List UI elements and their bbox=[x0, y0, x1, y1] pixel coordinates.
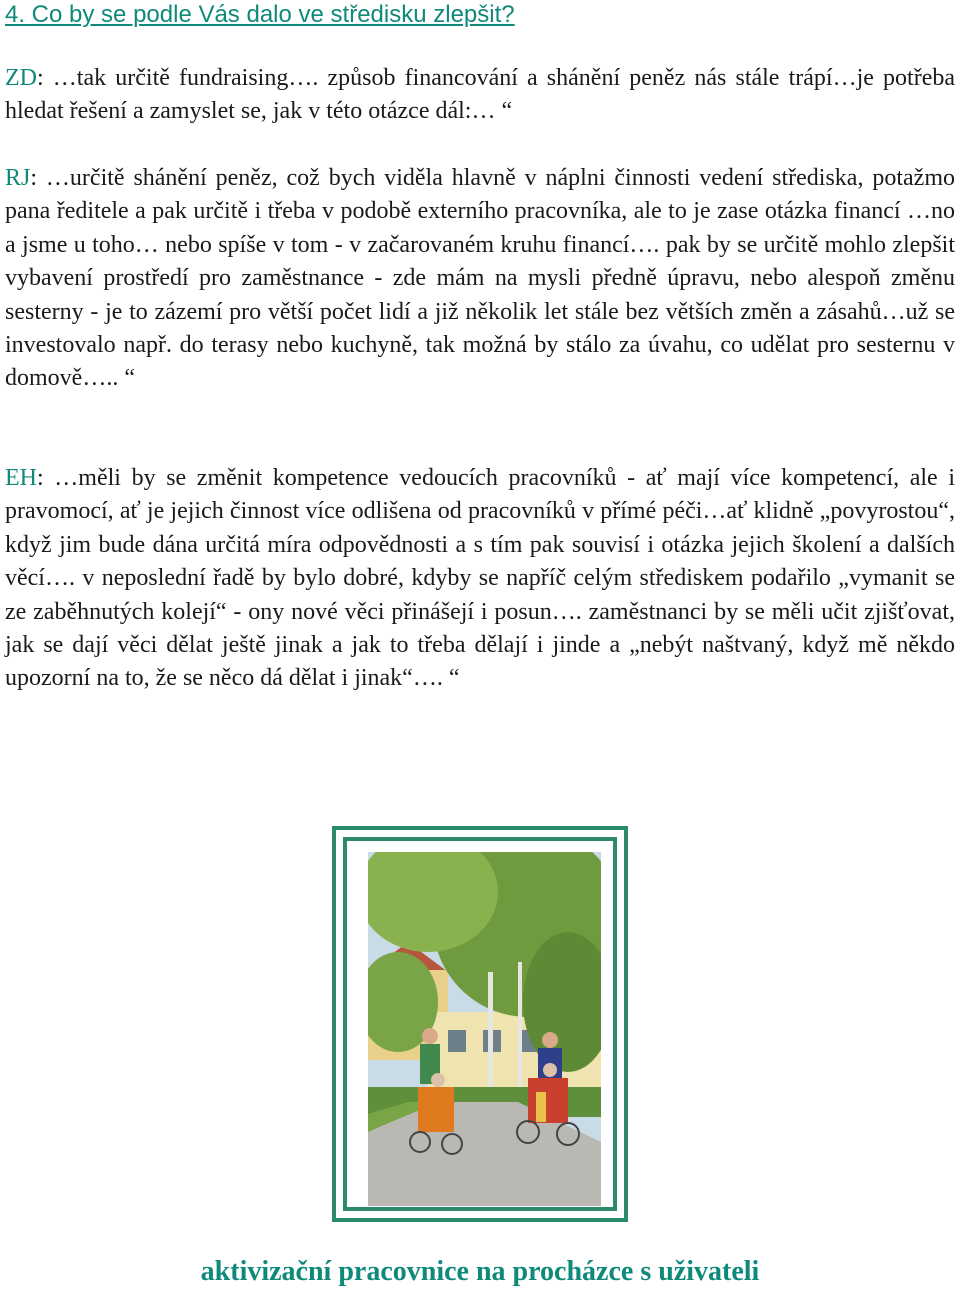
photo-illustration bbox=[368, 852, 601, 1206]
speaker-initials: RJ bbox=[5, 165, 31, 191]
paragraph-text: : …určitě shánění peněz, což bych viděla hlavně v náplni činnosti vedení střediska, potažmo pana ředitele a pak určitě i třeba v podobě externího pracovníka, ale to je zase otázka financí …no a jsme u toho… nebo spíše v tom - v začarovaném kruhu financí…. pak by se určitě mohlo zlepšit vybavení prostředí pro zaměstnance - zde mám na mysli předně úpravu, nebo alespoň změnu sesterny - je to zázemí pro větší počet lidí a již několik let stále bez větších změn a zásahů…už se investovalo např. do terasy nebo kuchyně, tak možná by stálo za úvahu, co udělat pro sesternu v domově….. “ bbox=[5, 165, 955, 392]
paragraph-rj bbox=[5, 162, 955, 396]
speaker-initials: ZD bbox=[5, 65, 37, 91]
page-heading: 4. Co by se podle Vás dalo ve středisku zlepšit? bbox=[5, 1, 515, 28]
photo-window bbox=[448, 1030, 466, 1052]
photo-frame bbox=[332, 826, 628, 1222]
photo-person bbox=[528, 1078, 568, 1123]
photo-caption: aktivizační pracovnice na procházce s uživateli bbox=[200, 1256, 760, 1287]
photo-person bbox=[431, 1073, 445, 1087]
paragraph-eh bbox=[5, 462, 955, 696]
photo-person bbox=[418, 1087, 454, 1132]
paragraph-text: : …tak určitě fundraising…. způsob financování a shánění peněz nás stále trápí…je potřeba hledat řešení a zamyslet se, jak v této otázce dál:… “ bbox=[5, 65, 955, 125]
paragraph-zd bbox=[5, 62, 955, 129]
photo-person bbox=[543, 1063, 557, 1077]
photo-walk-with-residents bbox=[368, 852, 601, 1206]
photo-person bbox=[542, 1032, 558, 1048]
photo-birch-trunk bbox=[518, 962, 522, 1102]
speaker-initials: EH bbox=[5, 465, 37, 491]
photo-person bbox=[422, 1028, 438, 1044]
photo-birch-trunk bbox=[488, 972, 493, 1102]
photo-blanket-stripe bbox=[536, 1092, 546, 1122]
paragraph-text: : …měli by se změnit kompetence vedoucích pracovníků - ať mají více kompetencí, ale i pravomocí, ať je jejich činnost více odlišena od pracovníků v přímé péči…ať klidně „povyrostou“, když jim bude dána určitá míra odpovědnosti a s tím pak souvisí i otázka jejich školení a dalších věcí…. v neposlední řadě by bylo dobré, kdyby se napříč celým střediskem podařilo „vymanit se ze zaběhnutých kolejí“ - ony nové věci přinášejí i posun…. zaměstnanci by se měli učit zjišťovat, jak se dají věci dělat ještě jinak a jak to třeba dělají i jinde a „nebýt naštvaný, když mě někdo upozorní na to, že se něco dá dělat i jinak“…. “ bbox=[5, 465, 955, 692]
